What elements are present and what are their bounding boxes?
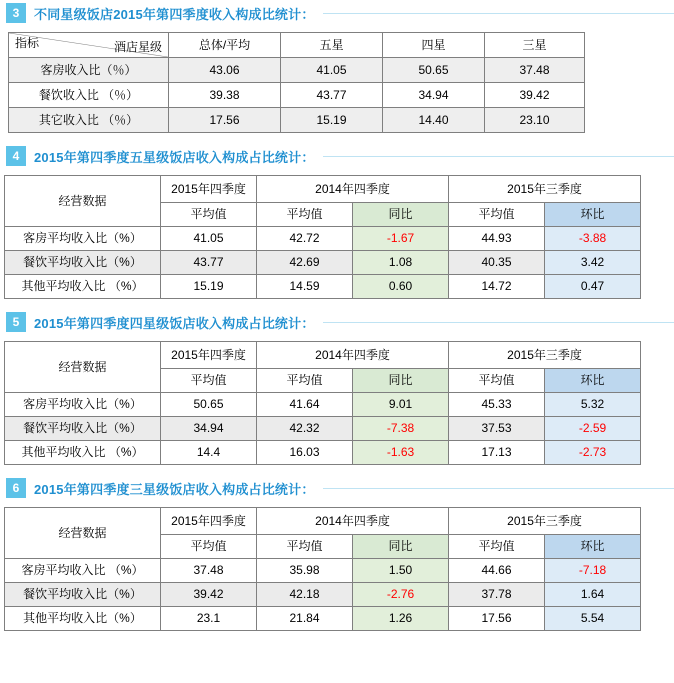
section-4 [0,143,674,299]
sub-header-qoq: 环比 [545,535,641,559]
section-6-heading [6,475,674,501]
cell: 14.59 [257,275,353,299]
sub-header-yoy: 同比 [353,535,449,559]
table-row [5,275,641,299]
cell: 45.33 [449,393,545,417]
sub-header-yoy: 同比 [353,203,449,227]
cell-qoq: -3.88 [545,227,641,251]
cell: 14.4 [161,441,257,465]
cell-qoq: 1.64 [545,583,641,607]
cell: 17.13 [449,441,545,465]
cell-yoy: 1.08 [353,251,449,275]
cell: 39.42 [161,583,257,607]
cell: 39.42 [485,83,585,108]
row-label: 客房平均收入比（%） [5,393,161,417]
section-4-number: 4 [6,146,26,166]
cell: 34.94 [383,83,485,108]
corner-bottom-label: 指标 [15,36,40,50]
cell: 42.32 [257,417,353,441]
table-row [5,559,641,583]
cell: 50.65 [383,58,485,83]
section-5-number: 5 [6,312,26,332]
cell: 50.65 [161,393,257,417]
cell: 37.53 [449,417,545,441]
corner-label: 经营数据 [5,176,161,227]
sub-header: 平均值 [161,535,257,559]
cell: 14.40 [383,108,485,133]
cell-yoy: -2.76 [353,583,449,607]
table-row [5,251,641,275]
section-4-title: 2015年第四季度五星级饭店收入构成占比统计： [34,149,315,165]
group-header: 2014年四季度 [257,508,449,535]
cell: 42.18 [257,583,353,607]
cell: 34.94 [161,417,257,441]
cell-yoy: 1.50 [353,559,449,583]
row-label: 客房平均收入比 （%） [5,559,161,583]
cell-yoy: 0.60 [353,275,449,299]
cell-qoq: 5.32 [545,393,641,417]
section-6-number: 6 [6,478,26,498]
row-label: 餐饮平均收入比（%） [5,417,161,441]
group-header-row [5,508,641,535]
table-row [9,58,585,83]
section-3 [0,0,674,133]
section-6-title: 2015年第四季度三星级饭店收入构成占比统计： [34,481,315,497]
sub-header: 平均值 [449,369,545,393]
cell-yoy: 1.26 [353,607,449,631]
section-3-number: 3 [6,3,26,23]
sub-header: 平均值 [449,203,545,227]
row-label: 餐饮平均收入比（%） [5,583,161,607]
table-row [5,417,641,441]
cell-yoy: -1.67 [353,227,449,251]
row-label: 其他平均收入比 （%） [5,275,161,299]
row-label: 其他平均收入比（%） [5,607,161,631]
group-header: 2015年四季度 [161,176,257,203]
cell-yoy: -1.63 [353,441,449,465]
table-four-star-revenue [4,341,641,465]
table-row [5,441,641,465]
cell: 17.56 [169,108,281,133]
section-6 [0,475,674,631]
cell-qoq: -7.18 [545,559,641,583]
column-header: 总体/平均 [169,33,281,58]
table-five-star-revenue [4,175,641,299]
cell-qoq: -2.73 [545,441,641,465]
cell: 23.10 [485,108,585,133]
sub-header: 平均值 [161,369,257,393]
cell: 43.77 [281,83,383,108]
cell: 39.38 [169,83,281,108]
column-header: 五星 [281,33,383,58]
cell-qoq: -2.59 [545,417,641,441]
cell: 21.84 [257,607,353,631]
table-row [5,607,641,631]
row-label: 客房平均收入比（%） [5,227,161,251]
row-label: 餐饮平均收入比（%） [5,251,161,275]
sub-header: 平均值 [257,203,353,227]
row-label: 客房收入比（％） [9,58,169,83]
group-header-row [5,176,641,203]
row-label: 其他平均收入比 （%） [5,441,161,465]
group-header-row [5,342,641,369]
column-header: 四星 [383,33,485,58]
row-label: 其它收入比 （％） [9,108,169,133]
table-header-row [9,33,585,58]
section-3-title: 不同星级饭店2015年第四季度收入构成比统计： [34,6,315,22]
cell-yoy: -7.38 [353,417,449,441]
section-3-rule [323,13,674,14]
cell: 40.35 [449,251,545,275]
cell: 43.77 [161,251,257,275]
sub-header: 平均值 [257,369,353,393]
sub-header: 平均值 [449,535,545,559]
corner-label: 经营数据 [5,342,161,393]
group-header: 2015年三季度 [449,342,641,369]
cell: 15.19 [161,275,257,299]
group-header: 2014年四季度 [257,176,449,203]
sub-header-yoy: 同比 [353,369,449,393]
group-header: 2015年三季度 [449,508,641,535]
cell: 16.03 [257,441,353,465]
corner-top-label: 酒店星级 [113,40,162,54]
cell: 44.93 [449,227,545,251]
section-6-rule [323,488,674,489]
section-4-heading [6,143,674,169]
section-5-title: 2015年第四季度四星级饭店收入构成占比统计： [34,315,315,331]
table-row [9,108,585,133]
column-header: 三星 [485,33,585,58]
cell: 42.69 [257,251,353,275]
cell: 37.78 [449,583,545,607]
section-5-rule [323,322,674,323]
cell: 41.05 [281,58,383,83]
table-three-star-revenue [4,507,641,631]
cell: 41.64 [257,393,353,417]
sub-header: 平均值 [161,203,257,227]
table-row [5,583,641,607]
cell-qoq: 3.42 [545,251,641,275]
cell: 17.56 [449,607,545,631]
cell-yoy: 9.01 [353,393,449,417]
cell: 23.1 [161,607,257,631]
cell: 41.05 [161,227,257,251]
group-header: 2015年四季度 [161,342,257,369]
section-3-heading [6,0,674,26]
sub-header: 平均值 [257,535,353,559]
section-4-rule [323,156,674,157]
group-header: 2015年四季度 [161,508,257,535]
cell: 43.06 [169,58,281,83]
table-row [5,227,641,251]
section-5-heading [6,309,674,335]
cell-qoq: 5.54 [545,607,641,631]
table-row [9,83,585,108]
cell: 44.66 [449,559,545,583]
cell: 35.98 [257,559,353,583]
group-header: 2015年三季度 [449,176,641,203]
cell: 37.48 [485,58,585,83]
section-5 [0,309,674,465]
table-row [5,393,641,417]
cell: 37.48 [161,559,257,583]
corner-cell [9,33,169,58]
cell: 14.72 [449,275,545,299]
cell-qoq: 0.47 [545,275,641,299]
cell: 15.19 [281,108,383,133]
group-header: 2014年四季度 [257,342,449,369]
corner-label: 经营数据 [5,508,161,559]
table-star-level-revenue [8,32,585,133]
sub-header-qoq: 环比 [545,369,641,393]
row-label: 餐饮收入比 （％） [9,83,169,108]
sub-header-qoq: 环比 [545,203,641,227]
cell: 42.72 [257,227,353,251]
